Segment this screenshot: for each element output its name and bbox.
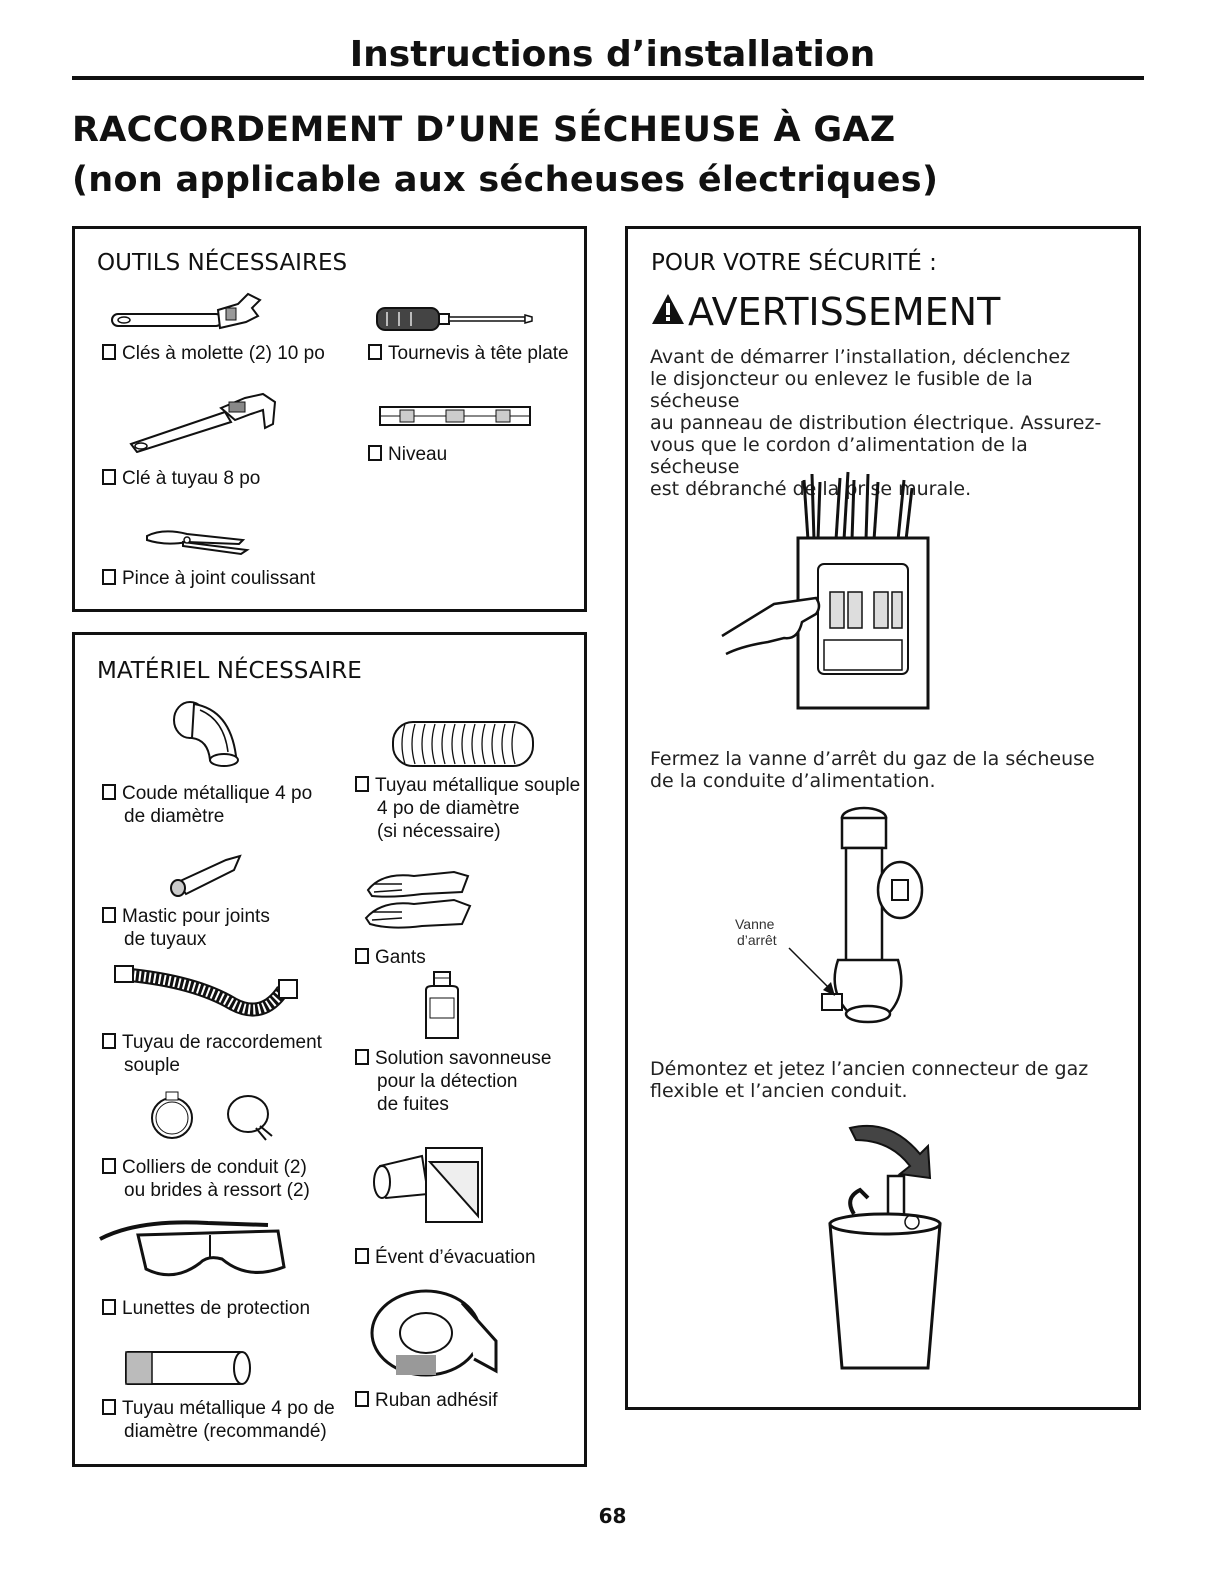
warning-triangle-icon (650, 292, 686, 326)
exhaust-hood-illustration (370, 1142, 495, 1242)
checkbox-icon (355, 948, 369, 964)
duct-tape-illustration (366, 1285, 506, 1385)
soap-bottle-illustration (420, 968, 465, 1043)
tool-item: Tournevis à tête plate (368, 342, 569, 365)
materials-title: MATÉRIEL NÉCESSAIRE (97, 658, 362, 684)
page-number: 68 (598, 1504, 627, 1528)
pipe-wrench-illustration (125, 388, 285, 453)
safety-paragraph-2: Fermez la vanne d’arrêt du gaz de la sécheuse de la conduite d’alimentation. (650, 748, 1095, 792)
tool-item: Clé à tuyau 8 po (102, 467, 260, 490)
safety-paragraph-1: Avant de démarrer l’installation, déclenchez le disjoncteur ou enlevez le fusible de la sécheuse au panneau de distribution électrique. Assurez- vous que le cordon d’alimentation de la sécheuse est débranché de la prise murale. (650, 346, 1102, 500)
header-divider (72, 76, 1144, 80)
mastic-tube-illustration (164, 852, 244, 897)
material-item: Tuyau de raccordement souple (102, 1031, 322, 1077)
checkbox-icon (102, 1399, 116, 1415)
checkbox-icon (102, 1299, 116, 1315)
section-heading-line1: RACCORDEMENT D’UNE SÉCHEUSE À GAZ (72, 110, 896, 150)
breaker-panel-illustration (718, 470, 938, 715)
checkbox-icon (102, 1158, 116, 1174)
metal-pipe-illustration (116, 1348, 256, 1388)
metal-elbow-illustration (170, 700, 245, 775)
checkbox-icon (368, 445, 382, 461)
material-item: Mastic pour joints de tuyaux (102, 905, 270, 951)
valve-label: Vanne d’arrêt (735, 916, 777, 948)
material-item: Évent d’évacuation (355, 1246, 536, 1269)
flex-connector-illustration (113, 964, 303, 1024)
pliers-illustration (143, 526, 253, 556)
material-item: Coude métallique 4 po de diamètre (102, 782, 312, 828)
checkbox-icon (355, 776, 369, 792)
material-item: Colliers de conduit (2) ou brides à ressort (2) (102, 1156, 310, 1202)
tool-item: Clés à molette (2) 10 po (102, 342, 325, 365)
material-item: Solution savonneuse pour la détection de fuites (355, 1047, 551, 1116)
section-heading-line2: (non applicable aux sécheuses électriques) (72, 160, 939, 200)
tool-item: Niveau (368, 443, 447, 466)
checkbox-icon (102, 784, 116, 800)
checkbox-icon (102, 569, 116, 585)
material-item: Lunettes de protection (102, 1297, 310, 1320)
checkbox-icon (102, 469, 116, 485)
material-item: Tuyau métallique souple 4 po de diamètre (si nécessaire) (355, 774, 580, 843)
safety-title: POUR VOTRE SÉCURITÉ : (651, 250, 937, 276)
checkbox-icon (102, 1033, 116, 1049)
safety-paragraph-3: Démontez et jetez l’ancien connecteur de gaz flexible et l’ancien conduit. (650, 1058, 1089, 1102)
page-header-title: Instructions d’installation (349, 34, 876, 75)
material-item: Gants (355, 946, 426, 969)
flexible-duct-illustration (383, 716, 543, 771)
duct-clamps-illustration (148, 1088, 278, 1150)
gloves-illustration (362, 862, 477, 937)
checkbox-icon (355, 1391, 369, 1407)
checkbox-icon (102, 344, 116, 360)
warning-heading: AVERTISSEMENT (688, 290, 1001, 334)
material-item: Ruban adhésif (355, 1389, 498, 1412)
checkbox-icon (368, 344, 382, 360)
tools-title: OUTILS NÉCESSAIRES (97, 250, 348, 276)
checkbox-icon (355, 1248, 369, 1264)
arrow-icon (785, 944, 845, 1006)
safety-glasses-illustration (98, 1213, 288, 1283)
material-item: Tuyau métallique 4 po de diamètre (recommandé) (102, 1397, 335, 1443)
screwdriver-illustration (375, 304, 535, 334)
level-illustration (378, 403, 533, 429)
checkbox-icon (355, 1049, 369, 1065)
adjustable-wrench-illustration (108, 290, 268, 335)
trash-can-illustration (820, 1118, 950, 1378)
checkbox-icon (102, 907, 116, 923)
tool-item: Pince à joint coulissant (102, 567, 315, 590)
